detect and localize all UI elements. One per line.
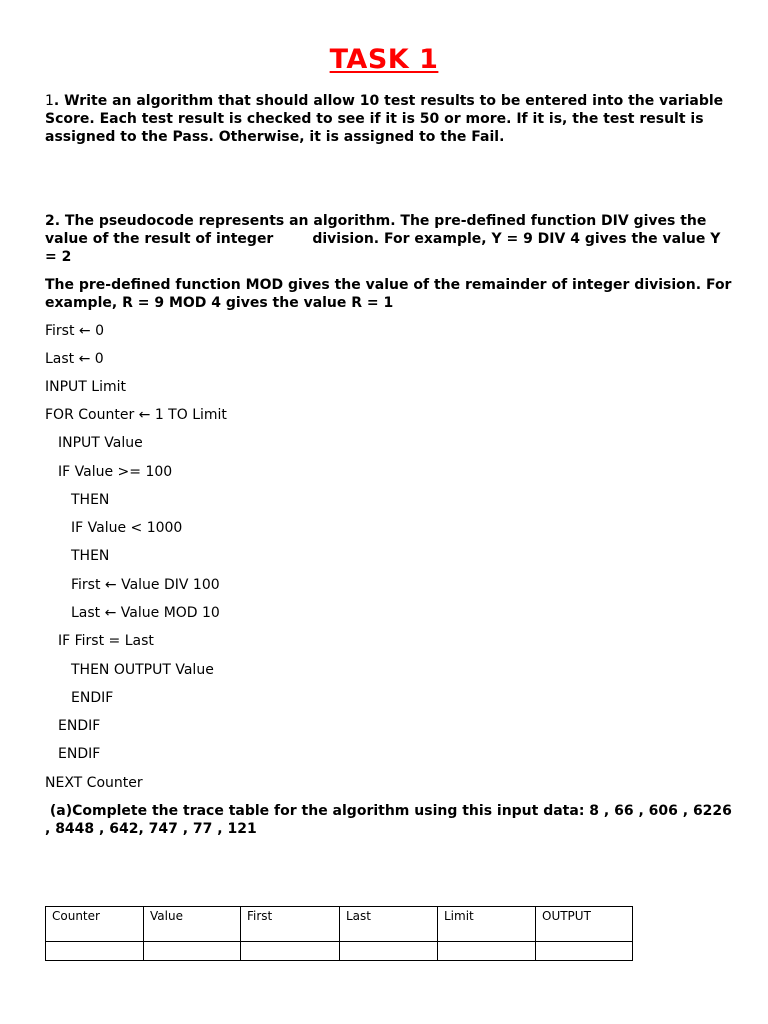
header-limit: Limit: [438, 907, 536, 942]
question-1: [45, 92, 735, 146]
code-line: ENDIF: [58, 718, 101, 734]
code-line: INPUT Value: [58, 435, 143, 451]
code-line: First ← 0: [45, 323, 105, 339]
question-2-mod-text: The pre-defined function MOD gives the value of the remainder of integer division. For example, R = 9 MOD 4 gives the value R = 1: [45, 277, 732, 311]
code-line: INPUT Limit: [45, 379, 126, 395]
table-row: [46, 942, 633, 961]
header-first: First: [241, 907, 340, 942]
code-line: First ← Value DIV 100: [71, 577, 220, 593]
question-1-text: . Write an algorithm that should allow 10 test results to be entered into the variable Score. Each test result is checked to see if it is 50 or more. If it is, the test result is assigned to the Pass. Otherwise, it is assigned to the Fail.: [45, 93, 724, 145]
trace-table-header-row: [46, 907, 633, 942]
code-line: IF Value >= 100: [58, 464, 173, 480]
header-last: Last: [340, 907, 438, 942]
question-1-number: 1: [45, 93, 54, 109]
table-cell[interactable]: [536, 942, 633, 961]
code-line: IF First = Last: [58, 633, 154, 649]
header-value: Value: [144, 907, 241, 942]
code-line: THEN: [71, 492, 110, 508]
page-title: TASK 1: [329, 44, 439, 75]
code-line: IF Value < 1000: [71, 520, 183, 536]
header-counter: Counter: [46, 907, 144, 942]
table-cell[interactable]: [241, 942, 340, 961]
table-cell[interactable]: [46, 942, 144, 961]
code-line: Last ← 0: [45, 351, 104, 367]
code-line: NEXT Counter: [45, 775, 143, 791]
code-line: ENDIF: [58, 746, 101, 762]
code-line: Last ← Value MOD 10: [71, 605, 220, 621]
code-line: ENDIF: [71, 690, 114, 706]
question-2-intro: 2. The pseudocode represents an algorithm. The pre-defined function DIV gives the value of the result of integer division. For example, Y = 9 DIV 4 gives the value Y = 2: [45, 213, 726, 265]
code-line: THEN OUTPUT Value: [71, 662, 214, 678]
part-a-instruction: (a)Complete the trace table for the algorithm using this input data: 8 , 66 , 606 , 6226 , 8448 , 642, 747 , 77 , 121: [45, 803, 737, 837]
table-cell[interactable]: [340, 942, 438, 961]
trace-table: [45, 906, 633, 961]
table-cell[interactable]: [144, 942, 241, 961]
code-line: FOR Counter ← 1 TO Limit: [45, 407, 227, 423]
header-output: OUTPUT: [536, 907, 633, 942]
code-line: THEN: [71, 548, 110, 564]
table-cell[interactable]: [438, 942, 536, 961]
